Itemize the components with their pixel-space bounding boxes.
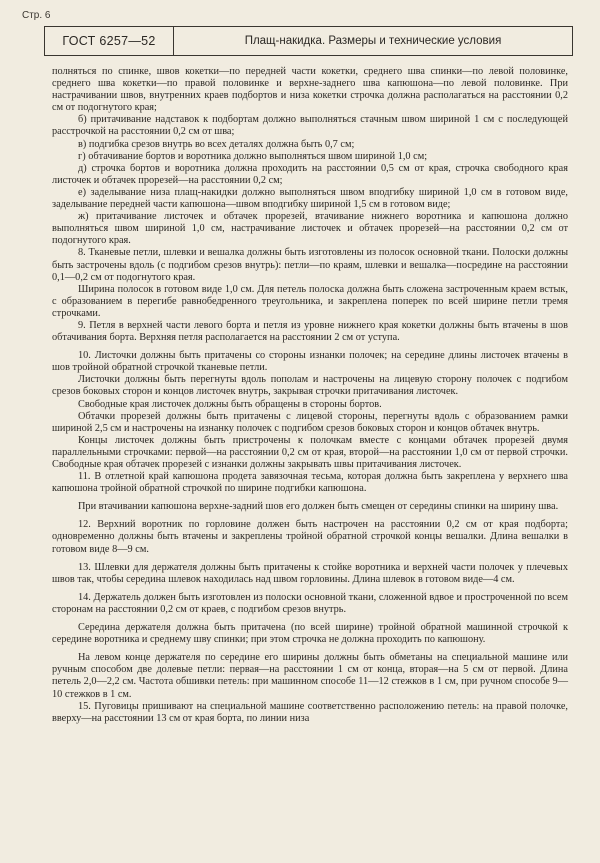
document-body xyxy=(52,66,568,725)
paragraph: 9. Петля в верхней части левого борта и петля из уровне нижнего края кокетки должны быть втачены в шов обтачивания борта. Верхняя петля располагается на расстоянии 2 см от уступа. xyxy=(52,319,568,344)
paragraph: 15. Пуговицы пришивают на специальной машине соответственно расположению петель: на правой полочке, вверху—на расстоянии 13 см от края борта, по линии низа xyxy=(52,700,568,724)
paragraph: Концы листочек должны быть пристрочены к полочкам вместе с концами обтачек прорезей двумя параллельными строчками: первой—на расстоянии 0,2 см от края, второй—на расстоянии 1,0 см от первой строчки. Свободные края обтачек прорезей с изнанки должны закрывать швы притачивания листочек. xyxy=(52,434,568,470)
paragraph: Свободные края листочек должны быть обращены в стороны бортов. xyxy=(78,398,382,410)
paragraph: Листочки должны быть перегнуты вдоль пополам и настрочены на лицевую сторону полочек с подгибом срезов боковых сторон и концов листочек внутрь, закрывая строчки притачивания листочек. xyxy=(52,374,568,398)
paragraph: Ширина полосок в готовом виде 1,0 см. Для петель полоска должна быть сложена застроченным краем встык, с образованием в перегибе равнобедренного треугольника, и закреплена поперек по всей ширине петли тремя строчками. xyxy=(52,283,568,319)
paragraph: г) обтачивание бортов и воротника должно выполняться швом шириной 1,0 см; xyxy=(78,150,428,162)
paragraph: При втачивании капюшона верхне-задний шов его должен быть смещен от середины спинки на ширину шва. xyxy=(78,501,559,513)
standard-header xyxy=(44,26,573,56)
paragraph: На левом конце держателя по середине его ширины должны быть обметаны на специальной машине или ручным способом две долевые петли: первая—на расстоянии 1 см от конца, вторая—на 5 см от первой. Длина петель 2,0—2,2 см. Частота обшивки петель: при машинном способе 11—12 стежков в 1 см, при ручном способе 9—10 стежков в 1 см. xyxy=(52,652,568,700)
paragraph: 14. Держатель должен быть изготовлен из полоски основной ткани, сложенной вдвое и простроченной по всем сторонам на расстоянии 0,2 см от краев, с подгибом срезов внутрь. xyxy=(52,591,568,615)
paragraph: 10. Листочки должны быть притачены со стороны изнанки полочек; на середине длины листочек втачены в шов тройной обратной строчкой тканевые петли. xyxy=(52,350,568,374)
page-number: Стр. 6 xyxy=(22,10,51,21)
paragraph: д) строчка бортов и воротника должна проходить на расстоянии 0,5 см от края, строчка свободного края листочек и обтачек прорезей—на расстоянии 0,2 см; xyxy=(52,162,568,186)
paragraph: ж) притачивание листочек и обтачек прорезей, втачивание нижнего воротника и капюшона должно выполняться швом шириной 1,0 см, настрачивание листочек и обтачек прорезей—на расстоянии 0,2 см от подогнутого края. xyxy=(52,211,568,247)
paragraph: Середина держателя должна быть притачена (по всей ширине) тройной обратной машинной строчкой к середине воротника и среднему шву спинки; при этом строчка не должна проходить по капюшону. xyxy=(52,622,568,646)
paragraph: Обтачки прорезей должны быть притачены с лицевой стороны, перегнуты вдоль с образованием рамки шириной 2,5 см и настрочены на изнанку полочек с подгибом срезов боковых сторон и концов обтачек внутрь. xyxy=(52,410,568,434)
paragraph: полняться по спинке, швов кокетки—по передней части кокетки, среднего шва спинки—по левой половинке, среднего шва кокетки—по правой половинке и верхне-заднего шва капюшона—по левой половинке. При настрачивании швов, внутренних краев подбортов и низа кокетки строчка должна располагаться на расстоянии 0,2 см от подогнутого края; xyxy=(52,66,568,114)
paragraph: 12. Верхний воротник по горловине должен быть настрочен на расстоянии 0,2 см от края подборта; одновременно должны быть втачены и закреплены тройной обратной строчкой концы вешалки. Длина вешалки в готовом виде 8—9 см. xyxy=(52,519,568,555)
standard-code: ГОСТ 6257—52 xyxy=(45,27,174,55)
paragraph: 11. В отлетной край капюшона продета завязочная тесьма, которая должна быть закреплена у верхнего шва капюшона тройной обратной строчкой по ширине подгибки капюшона. xyxy=(52,471,568,495)
paragraph: б) притачивание надставок к подбортам должно выполняться стачным швом шириной 1 см с последующей расстрочкой на расстоянии 0,2 см от шва; xyxy=(52,114,568,138)
paragraph: 8. Тканевые петли, шлевки и вешалка должны быть изготовлены из полосок основной ткани. Полоски должны быть застрочены вдоль (с подгибом срезов внутрь): петли—по краям, шлевки и вешалка—посредине на расстоянии 0,1—0,2 см от подогнутого края. xyxy=(52,247,568,283)
paragraph: е) заделывание низа плащ-накидки должно выполняться швом вподгибку шириной 1,0 см в готовом виде, заделывание передней части капюшона—швом вподгибку шириной 1,5 см в готовом виде; xyxy=(52,186,568,211)
document-title: Плащ-накидка. Размеры и технические условия xyxy=(244,35,502,47)
paragraph: в) подгибка срезов внутрь во всех деталях должна быть 0,7 см; xyxy=(78,138,355,150)
paragraph: 13. Шлевки для держателя должны быть притачены к стойке воротника и верхней части полочек у плечевых швов так, чтобы середина шлевок находилась над швом горловины. Длина шлевок в готовом виде—4 см. xyxy=(52,561,568,585)
